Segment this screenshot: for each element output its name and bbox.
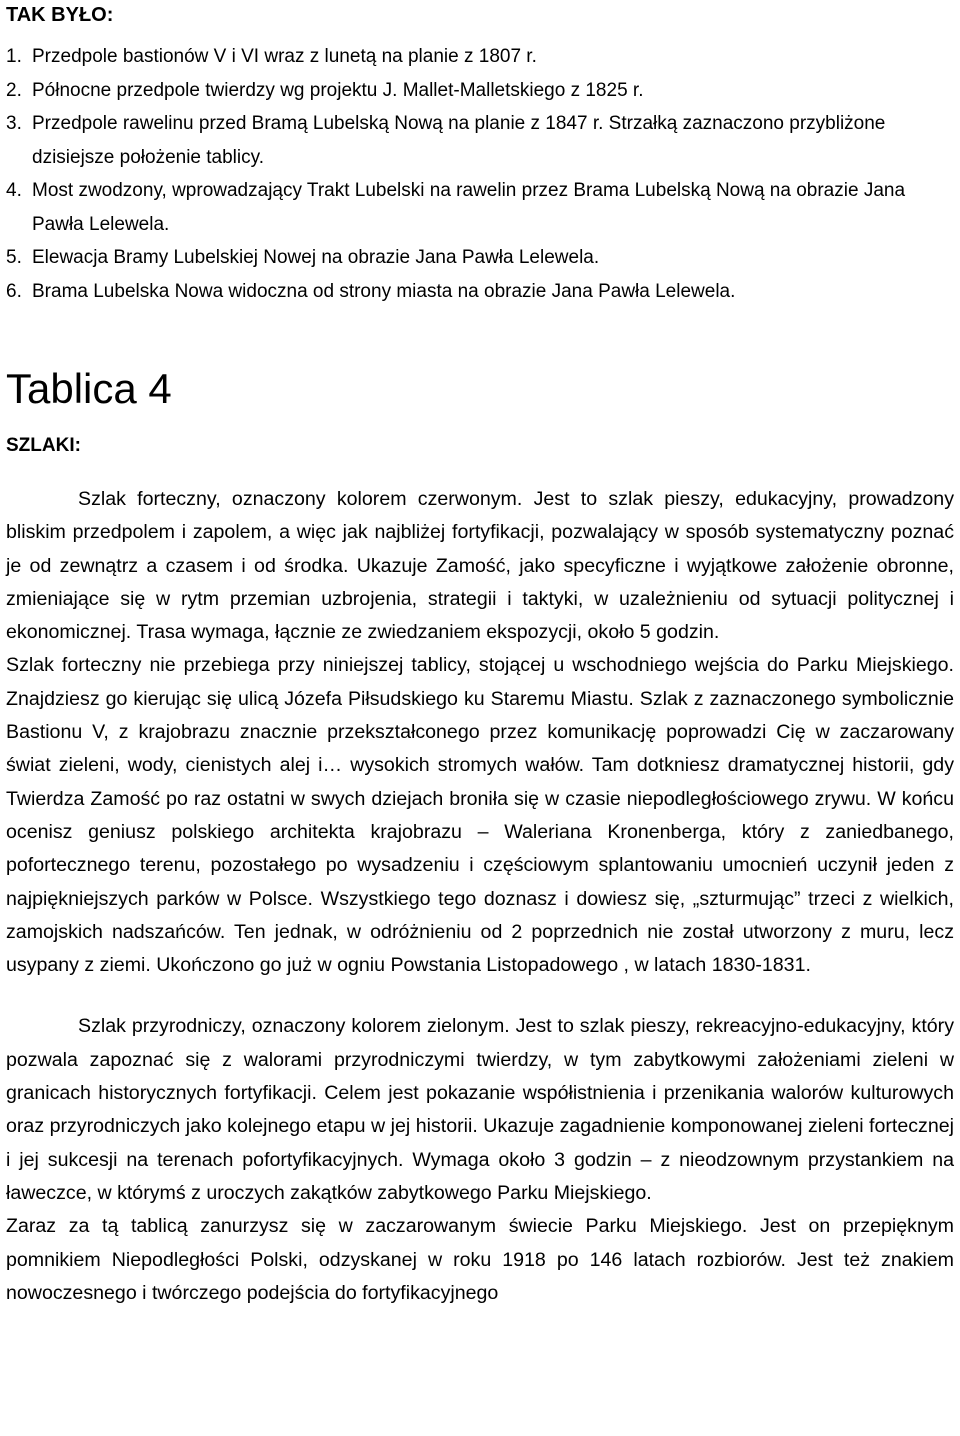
illustration-list bbox=[6, 40, 954, 308]
list-item-number: 1. bbox=[6, 46, 22, 67]
list-item-number: 5. bbox=[6, 247, 22, 268]
list-item bbox=[6, 174, 954, 241]
list-item bbox=[6, 74, 954, 108]
list-item bbox=[6, 40, 954, 74]
list-item-text: Most zwodzony, wprowadzający Trakt Lubelski na rawelin przez Brama Lubelską Nową na obrazie Jana Pawła Lelewela. bbox=[32, 180, 906, 235]
list-item-number: 2. bbox=[6, 79, 22, 101]
document-page bbox=[6, 0, 954, 1310]
trails-heading: SZLAKI: bbox=[6, 435, 81, 456]
list-item-text: Przedpole bastionów V i VI wraz z lunetą na planie z 1807 r. bbox=[32, 46, 537, 67]
list-item-text: Przedpole rawelinu przed Bramą Lubelską Nową na planie z 1847 r. Strzałką zaznaczono przybliżone dzisiejsze położenie tablicy. bbox=[32, 113, 886, 168]
paragraph-green-trail: Szlak przyrodniczy, oznaczony kolorem zielonym. Jest to szlak pieszy, rekreacyjno-edukacyjny, który pozwala zapoznać się z walorami przyrodniczymi twierdzy, w tym zabytkowymi założeniami zieleni w granicach historycznych fortyfikacji. Celem jest pokazanie współistnienia i przenikania walorów kulturowych oraz przyrodniczych jako kolejnego etapu w jej historii. Ukazuje zagadnienie komponowanej zieleni fortecznej i jej sukcesji na terenach pofortyfikacyjnych. Wymaga około 3 godzin – z nieodzownym przystankiem na ławeczce, w którymś z uroczych zakątków zabytkowego Parku Miejskiego. bbox=[6, 1015, 954, 1204]
list-item-number: 4. bbox=[6, 180, 22, 201]
page-title: Tablica 4 bbox=[6, 365, 172, 412]
list-item-text: Brama Lubelska Nowa widoczna od strony miasta na obrazie Jana Pawła Lelewela. bbox=[32, 280, 736, 302]
paragraph-city-park: Zaraz za tą tablicą zanurzysz się w zaczarowanym świecie Parku Miejskiego. Jest on przepięknym pomnikiem Niepodległości Polski, odzyskanej w roku 1918 po 146 latach rozbiorów. Jest też znakiem nowoczesnego i twórczego podejścia do fortyfikacyjnego bbox=[6, 1215, 954, 1304]
list-item bbox=[6, 241, 954, 275]
section-heading: TAK BYŁO: bbox=[6, 4, 114, 26]
list-item-number: 6. bbox=[6, 280, 22, 302]
list-item-text: Elewacja Bramy Lubelskiej Nowej na obrazie Jana Pawła Lelewela. bbox=[32, 247, 600, 268]
paragraph-red-trail-route: Szlak forteczny nie przebiega przy niniejszej tablicy, stojącej u wschodniego wejścia do Parku Miejskiego. Znajdziesz go kierując się ulicą Józefa Piłsudskiego ku Staremu Miastu. Szlak z zaznaczonego symbolicznie Bastionu V, z krajobrazu znacznie przekształconego przez komunikację poprowadzi Cię w zaczarowany świat zieleni, wody, cienistych alej i… wysokich stromych wałów. Tam dotkniesz dramatycznej historii, gdy Twierdza Zamość po raz ostatni w swych dziejach broniła się w czasie niepodległościowego zrywu. W końcu ocenisz geniusz polskiego architekta krajobrazu – Waleriana Kronenberga, który z zaniedbanego, pofortecznego terenu, pozostałego po wysadzeniu i częściowym splantowaniu umocnień uczynił jeden z najpiękniejszych parków w Polsce. Wszystkiego tego doznasz i dowiesz się, „szturmując” trzeci z wielkich, zamojskich nadszańców. Ten jednak, w odróżnieniu od 2 poprzednich nie został utworzony z muru, lecz usypany z ziemi. Ukończono go już w ogniu Powstania Listopadowego , w latach 1830-1831. bbox=[6, 654, 954, 977]
list-item bbox=[6, 107, 954, 174]
list-item-text: Północne przedpole twierdzy wg projektu J. Mallet-Malletskiego z 1825 r. bbox=[32, 79, 644, 101]
paragraph-red-trail: Szlak forteczny, oznaczony kolorem czerwonym. Jest to szlak pieszy, edukacyjny, prowadzony bliskim przedpolem i zapolem, a więc jak najbliżej fortyfikacji, pozwalający w sposób systematyczny poznać je od zewnątrz a czasem i od środka. Ukazuje Zamość, jako specyficzne i wyjątkowe założenie obronne, zmieniające się w rytm przemian uzbrojenia, strategii i taktyki, w uzależnieniu od sytuacji politycznej i ekonomicznej. Trasa wymaga, łącznie ze zwiedzaniem ekspozycji, około 5 godzin. bbox=[6, 488, 954, 644]
list-item-number: 3. bbox=[6, 113, 22, 134]
list-item bbox=[6, 275, 954, 309]
